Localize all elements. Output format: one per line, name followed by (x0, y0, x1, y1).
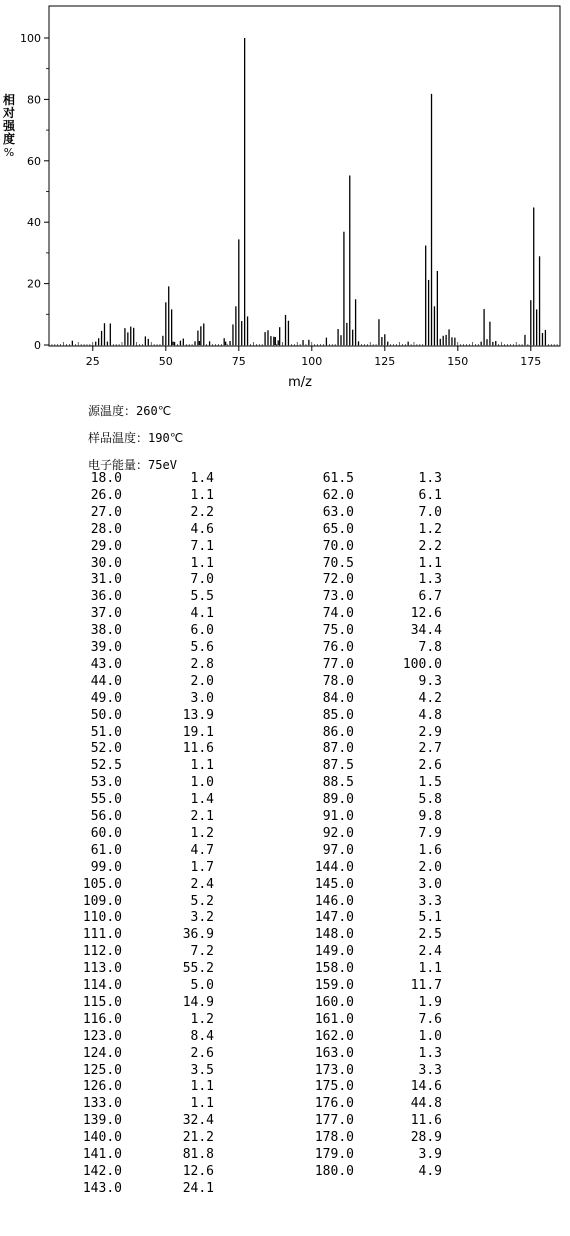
peak-mz: 44.0 (90, 673, 122, 689)
peak-intensity: 2.2 (418, 538, 442, 554)
peak-mz: 141.0 (82, 1147, 122, 1162)
peak-intensity: 5.8 (418, 792, 442, 808)
electron-energy-label: 电子能量： (88, 458, 149, 472)
peak-mz: 38.0 (90, 623, 122, 639)
peak-intensity: 2.0 (418, 859, 442, 875)
peak-intensity: 1.5 (418, 775, 442, 791)
peak-intensity: 1.0 (190, 775, 214, 791)
peak-mz: 85.0 (322, 707, 354, 723)
peak-mz: 114.0 (82, 978, 122, 993)
peak-intensity: 5.1 (418, 910, 442, 926)
peak-mz: 89.0 (322, 792, 354, 808)
peak-mz: 60.0 (90, 825, 122, 841)
peak-intensity: 5.0 (190, 978, 214, 993)
peak-mz: 160.0 (314, 994, 354, 1010)
plot-frame (49, 6, 560, 346)
peak-mz: 178.0 (314, 1130, 354, 1146)
peak-intensity: 7.6 (418, 1011, 442, 1027)
peak-mz: 26.0 (90, 487, 122, 503)
source-temperature-label: 源温度： (88, 404, 137, 418)
peak-intensity: 12.6 (182, 1163, 214, 1179)
peak-mz: 113.0 (82, 961, 122, 977)
peak-mz: 111.0 (82, 927, 122, 943)
peak-mz: 56.0 (90, 809, 122, 824)
peak-intensity: 3.9 (418, 1147, 442, 1162)
peak-mz: 139.0 (82, 1113, 122, 1129)
peak-intensity: 3.0 (190, 690, 214, 706)
peak-mz: 161.0 (314, 1011, 354, 1027)
peak-mz: 87.5 (322, 758, 354, 774)
y-tick-label: 20 (27, 277, 41, 291)
peak-intensity: 1.6 (418, 842, 442, 858)
peak-mz: 18.0 (90, 471, 122, 486)
peak-mz: 116.0 (82, 1011, 122, 1027)
peak-intensity: 1.0 (418, 1028, 442, 1044)
peak-intensity: 1.2 (418, 521, 442, 537)
peak-mz: 175.0 (314, 1079, 354, 1095)
y-tick-label: 100 (20, 32, 41, 45)
axis-ticks (20, 32, 541, 368)
electron-energy-value: 75eV (148, 458, 177, 472)
peak-intensity: 1.1 (190, 487, 214, 503)
x-tick-label: 125 (374, 355, 396, 368)
peak-intensity: 7.0 (418, 504, 442, 520)
y-tick-label: 40 (27, 216, 41, 230)
peak-mz: 31.0 (90, 572, 122, 588)
peak-mz: 36.0 (90, 589, 122, 605)
peak-intensity: 81.8 (182, 1147, 214, 1162)
peak-mz: 53.0 (90, 775, 122, 791)
peak-mz: 176.0 (314, 1096, 354, 1112)
peak-intensity: 2.4 (190, 876, 214, 892)
peak-intensity: 2.6 (418, 758, 442, 774)
peak-mz: 43.0 (90, 656, 122, 672)
peak-mz: 51.0 (90, 724, 122, 740)
peak-mz: 27.0 (90, 504, 122, 520)
peak-intensity: 14.6 (410, 1079, 442, 1095)
peak-mz: 143.0 (82, 1180, 122, 1196)
peak-intensity: 9.3 (418, 673, 442, 689)
peak-mz: 77.0 (322, 656, 354, 672)
peak-mz: 39.0 (90, 640, 122, 655)
peak-mz: 63.0 (322, 504, 354, 520)
peak-intensity: 28.9 (410, 1130, 442, 1146)
peak-intensity: 6.1 (418, 487, 442, 503)
peak-intensity: 1.1 (418, 555, 442, 571)
peak-mz: 76.0 (322, 640, 354, 655)
peak-mz: 86.0 (322, 724, 354, 740)
peak-intensity: 1.3 (418, 1045, 442, 1061)
peak-mz: 179.0 (314, 1147, 354, 1162)
peak-mz: 109.0 (82, 893, 122, 909)
peak-intensity: 55.2 (182, 961, 214, 977)
peak-mz: 112.0 (82, 944, 122, 960)
peak-intensity: 21.2 (182, 1130, 214, 1146)
peak-intensity: 34.4 (410, 623, 442, 639)
peak-intensity: 2.8 (190, 656, 214, 672)
peak-mz: 115.0 (82, 994, 122, 1010)
peak-intensity: 1.1 (418, 961, 442, 977)
peak-mz: 105.0 (82, 876, 122, 892)
peak-mz: 52.5 (90, 758, 122, 774)
mass-spectrum-chart (0, 0, 570, 400)
peak-mz: 55.0 (90, 792, 122, 808)
peak-intensity: 4.9 (418, 1163, 442, 1179)
peak-mz: 65.0 (322, 521, 354, 537)
peak-mz: 75.0 (322, 623, 354, 639)
peak-intensity: 2.2 (190, 504, 214, 520)
peak-intensity: 1.9 (418, 994, 442, 1010)
peak-mz: 123.0 (82, 1028, 122, 1044)
peak-intensity: 4.1 (190, 606, 214, 622)
sample-temperature-label: 样品温度： (88, 431, 149, 445)
peak-intensity: 7.0 (190, 572, 214, 588)
peak-intensity: 7.9 (418, 825, 442, 841)
peak-intensity: 14.9 (182, 994, 214, 1010)
peak-mz: 144.0 (314, 859, 354, 875)
peak-intensity: 4.8 (418, 707, 442, 723)
peak-intensity: 5.6 (190, 640, 214, 655)
peak-intensity: 1.2 (190, 1011, 214, 1027)
peak-intensity: 1.2 (190, 825, 214, 841)
peak-intensity: 100.0 (402, 656, 442, 672)
y-axis-label-char: 强 (2, 119, 15, 133)
peak-intensity: 1.3 (418, 471, 442, 486)
peak-mz: 91.0 (322, 809, 354, 824)
peak-mz: 177.0 (314, 1113, 354, 1129)
peak-mz: 62.0 (322, 487, 354, 503)
x-minor-ticks (49, 342, 560, 346)
peak-mz: 84.0 (322, 690, 354, 706)
peak-intensity: 13.9 (182, 707, 214, 723)
peak-mz: 52.0 (90, 741, 122, 757)
y-tick-label: 80 (27, 93, 41, 107)
peak-mz: 126.0 (82, 1079, 122, 1095)
peak-intensity: 5.2 (190, 893, 214, 909)
peak-intensity: 11.6 (182, 741, 214, 757)
peak-mz: 37.0 (90, 606, 122, 622)
peak-intensity: 2.0 (190, 673, 214, 689)
peak-intensity: 2.9 (418, 724, 442, 740)
x-axis-label: m/z (288, 375, 312, 390)
peak-mz: 61.0 (90, 842, 122, 858)
x-tick-label: 150 (447, 355, 469, 368)
peak-mz: 97.0 (322, 842, 354, 858)
peak-intensity: 12.6 (410, 606, 442, 622)
peak-mz: 146.0 (314, 893, 354, 909)
peak-mz: 159.0 (314, 978, 354, 993)
peak-mz: 30.0 (90, 555, 122, 571)
peak-intensity: 6.0 (190, 623, 214, 639)
peak-mz: 145.0 (314, 876, 354, 892)
peak-mz: 125.0 (82, 1062, 122, 1078)
peak-mz: 78.0 (322, 673, 354, 689)
x-tick-label: 175 (520, 355, 542, 368)
peak-intensity: 7.1 (190, 538, 214, 554)
peak-intensity: 1.4 (190, 471, 214, 486)
peak-mz: 73.0 (322, 589, 354, 605)
peak-intensity: 44.8 (410, 1096, 442, 1112)
peak-mz: 99.0 (90, 859, 122, 875)
y-axis-label-char: 度 (2, 132, 15, 146)
y-axis-label-char: 相 (2, 93, 15, 107)
source-temperature-value: 260℃ (136, 404, 172, 418)
peak-intensity: 1.1 (190, 758, 214, 774)
spectrum-peaks (72, 38, 545, 345)
peak-intensity: 1.1 (190, 555, 214, 571)
y-tick-label: 60 (27, 154, 41, 168)
peak-mz: 158.0 (314, 961, 354, 977)
peak-mz: 29.0 (90, 538, 122, 554)
peak-intensity: 1.1 (190, 1096, 214, 1112)
sample-temperature (88, 429, 183, 446)
peak-intensity: 2.6 (190, 1045, 214, 1061)
peak-intensity: 24.1 (182, 1180, 214, 1196)
peak-mz: 87.0 (322, 741, 354, 757)
peak-mz: 88.5 (322, 775, 354, 791)
peak-mz: 173.0 (314, 1062, 354, 1078)
peak-intensity: 2.5 (418, 927, 442, 943)
peak-mz: 140.0 (82, 1130, 122, 1146)
peak-intensity: 32.4 (182, 1113, 214, 1129)
peak-intensity: 1.7 (190, 859, 214, 875)
peak-mz: 49.0 (90, 690, 122, 706)
peak-intensity: 9.8 (418, 809, 442, 824)
peak-mz: 74.0 (322, 606, 354, 622)
peak-intensity: 4.6 (190, 521, 214, 537)
peak-mz: 70.5 (322, 555, 354, 571)
peak-intensity: 3.0 (418, 876, 442, 892)
peak-mz: 180.0 (314, 1163, 354, 1179)
source-temperature (88, 402, 171, 419)
x-tick-label: 25 (85, 355, 100, 368)
peak-intensity: 19.1 (182, 724, 214, 740)
sample-temperature-value: 190℃ (148, 431, 184, 445)
peak-mz: 162.0 (314, 1028, 354, 1044)
peak-intensity: 2.7 (418, 741, 442, 757)
peak-intensity: 3.3 (418, 893, 442, 909)
peak-mz: 133.0 (82, 1096, 122, 1112)
peak-mz: 147.0 (314, 910, 354, 926)
y-axis-unit: % (3, 146, 15, 159)
peak-intensity: 1.1 (190, 1079, 214, 1095)
peak-mz: 110.0 (82, 910, 122, 926)
peak-mz: 61.5 (322, 471, 354, 486)
peak-intensity: 3.2 (190, 910, 214, 926)
peak-intensity: 6.7 (418, 589, 442, 605)
peak-intensity: 11.6 (410, 1113, 442, 1129)
peak-intensity: 5.5 (190, 589, 214, 605)
peak-intensity: 2.1 (190, 809, 214, 824)
peak-intensity: 7.2 (190, 944, 214, 960)
peak-mz: 50.0 (90, 707, 122, 723)
x-tick-label: 50 (158, 355, 173, 368)
peak-intensity: 7.8 (418, 640, 442, 655)
x-tick-label: 100 (301, 355, 323, 368)
peak-intensity: 3.5 (190, 1062, 214, 1078)
peak-intensity: 4.7 (190, 842, 214, 858)
peak-mz: 124.0 (82, 1045, 122, 1061)
peak-mz: 92.0 (322, 825, 354, 841)
peak-intensity: 1.4 (190, 792, 214, 808)
y-axis-label-char: 对 (2, 106, 15, 120)
y-tick-label: 0 (34, 339, 41, 352)
peak-intensity: 2.4 (418, 944, 442, 960)
x-tick-label: 75 (231, 355, 246, 368)
peak-mz: 163.0 (314, 1045, 354, 1061)
peak-intensity: 1.3 (418, 572, 442, 588)
peak-mz: 142.0 (82, 1163, 122, 1179)
peak-mz: 72.0 (322, 572, 354, 588)
peak-intensity: 3.3 (418, 1062, 442, 1078)
peak-mz: 28.0 (90, 521, 122, 537)
peak-mz: 149.0 (314, 944, 354, 960)
peak-intensity: 4.2 (418, 690, 442, 706)
peak-mz: 70.0 (322, 538, 354, 554)
y-axis-label (2, 94, 16, 159)
peak-mz: 148.0 (314, 927, 354, 943)
peak-intensity: 8.4 (190, 1028, 214, 1044)
peak-intensity: 11.7 (410, 978, 442, 993)
peak-intensity: 36.9 (182, 927, 214, 943)
